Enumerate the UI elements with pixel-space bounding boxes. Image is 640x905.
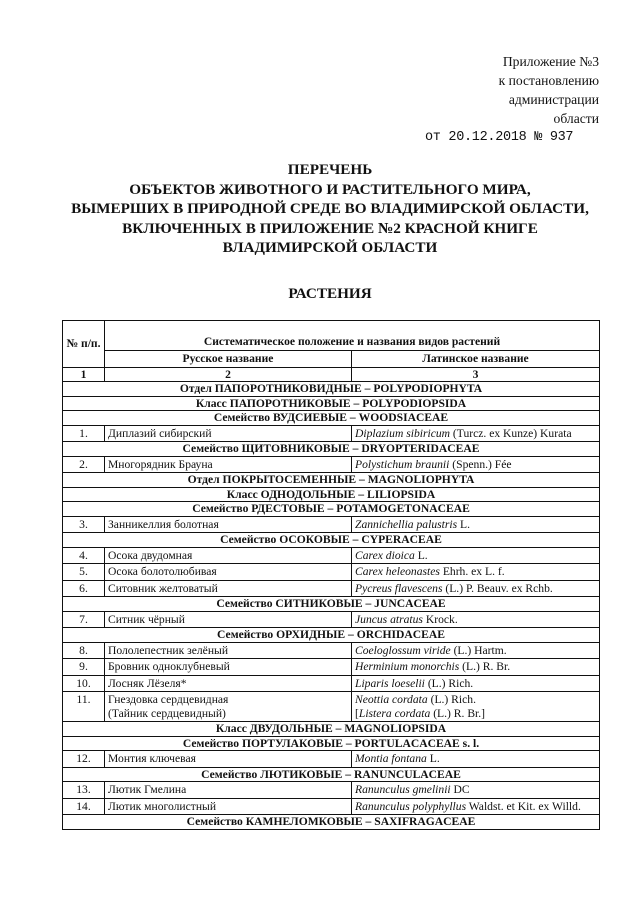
column-number: 2 xyxy=(105,367,352,382)
latin-author: Waldst. et Kit. ex Willd. xyxy=(468,799,581,813)
appendix-line: к постановлению xyxy=(498,73,599,88)
species-number: 1. xyxy=(63,425,105,442)
russian-synonym-line: (Тайник сердцевидный) xyxy=(108,706,226,720)
taxon-group-row xyxy=(63,411,600,426)
latin-name-line xyxy=(355,693,596,707)
taxon-group-row xyxy=(63,382,600,397)
species-row xyxy=(63,675,600,692)
taxon-group-label: Семейство ОРХИДНЫЕ – ORCHIDACEAE xyxy=(63,628,600,643)
column-header-russian: Русское название xyxy=(105,351,352,368)
taxon-group-label: Семейство ЛЮТИКОВЫЕ – RANUNCULACEAE xyxy=(63,767,600,782)
species-latin-name xyxy=(352,659,600,676)
species-russian-name: Многорядник Брауна xyxy=(105,456,352,473)
title-line: ВКЛЮЧЕННЫХ В ПРИЛОЖЕНИЕ №2 КРАСНОЙ КНИГЕ xyxy=(122,219,538,237)
taxon-group-row xyxy=(63,767,600,782)
species-russian-name: Ситник чёрный xyxy=(105,611,352,628)
taxon-group-label: Класс ПАПОРОТНИКОВЫЕ – POLYPODIOPSIDA xyxy=(63,396,600,411)
species-row xyxy=(63,798,600,815)
taxon-group-label: Семейство ПОРТУЛАКОВЫЕ – PORTULACACEAE s. l. xyxy=(63,736,600,751)
taxon-group-label: Семейство СИТНИКОВЫЕ – JUNCACEAE xyxy=(63,597,600,612)
taxon-group-label: Отдел ПОКРЫТОСЕМЕННЫЕ – MAGNOLIOPHYTA xyxy=(63,473,600,488)
species-latin-name xyxy=(352,798,600,815)
latin-author: Krock. xyxy=(425,612,458,626)
species-russian-name: Лютик Гмелина xyxy=(105,782,352,799)
latin-binomial: Carex heleonastes xyxy=(355,565,440,578)
latin-author: (Spenn.) Fée xyxy=(452,457,512,471)
species-latin-name xyxy=(352,751,600,768)
taxon-group-label: Семейство КАМНЕЛОМКОВЫЕ – SAXIFRAGACEAE xyxy=(63,815,600,830)
appendix-block xyxy=(499,52,599,128)
table-body xyxy=(63,382,600,830)
column-header-main: Систематическое положение и названия видов растений xyxy=(105,321,600,351)
species-row xyxy=(63,547,600,564)
taxon-group-row xyxy=(63,396,600,411)
species-russian-name: Ситовник желтоватый xyxy=(105,580,352,597)
species-number: 9. xyxy=(63,659,105,676)
species-number: 11. xyxy=(63,692,105,722)
latin-author: (L.) Rich. xyxy=(430,693,476,706)
latin-binomial: Zannichellia palustris xyxy=(355,517,458,531)
species-number: 5. xyxy=(63,564,105,581)
column-header-number: № п/п. xyxy=(63,321,105,368)
appendix-line: области xyxy=(553,111,599,126)
species-russian-name: Пололепестник зелёный xyxy=(105,642,352,659)
title-line: ВЫМЕРШИХ В ПРИРОДНОЙ СРЕДЕ ВО ВЛАДИМИРСКОЙ ОБЛАСТИ, xyxy=(71,200,589,217)
latin-binomial: Pycreus flavescens xyxy=(355,581,443,595)
taxon-group-row xyxy=(63,442,600,457)
taxon-group-row xyxy=(63,628,600,643)
latin-author: (L.) R. Br. xyxy=(462,660,511,673)
latin-binomial: Liparis loeselii xyxy=(355,676,425,690)
species-russian-name: Монтия ключевая xyxy=(105,751,352,768)
latin-binomial: Carex dioica xyxy=(355,548,415,562)
taxon-group-row xyxy=(63,487,600,502)
order-date-number: от 20.12.2018 № 937 xyxy=(425,130,574,145)
taxon-group-label: Отдел ПАПОРОТНИКОВИДНЫЕ – POLYPODIOPHYTA xyxy=(63,382,600,397)
species-latin-name xyxy=(352,675,600,692)
species-row xyxy=(63,751,600,768)
title-line: ПЕРЕЧЕНЬ xyxy=(287,161,373,178)
appendix-line: администрации xyxy=(508,92,599,107)
species-row xyxy=(63,642,600,659)
species-number: 7. xyxy=(63,611,105,628)
latin-binomial: Diplazium sibiricum xyxy=(355,426,451,440)
latin-author: L. xyxy=(417,548,428,562)
species-latin-name xyxy=(352,564,600,581)
taxon-group-label: Семейство ОСОКОВЫЕ – CYPERACEAE xyxy=(63,533,600,548)
species-row xyxy=(63,516,600,533)
taxon-group-label: Класс ДВУДОЛЬНЫЕ – MAGNOLIOPSIDA xyxy=(63,722,600,737)
species-row xyxy=(63,425,600,442)
species-row xyxy=(63,692,600,722)
latin-binomial: Polystichum braunii xyxy=(355,457,450,471)
species-latin-name xyxy=(352,580,600,597)
latin-author: Ehrh. ex L. f. xyxy=(442,565,505,578)
taxon-group-row xyxy=(63,815,600,830)
species-latin-name xyxy=(352,425,600,442)
species-russian-name: Лютик многолистный xyxy=(105,798,352,815)
latin-binomial: Ranunculus gmelinii xyxy=(355,783,451,796)
latin-binomial: Ranunculus polyphyllus xyxy=(355,799,467,813)
taxon-group-row xyxy=(63,736,600,751)
column-number: 1 xyxy=(63,367,105,382)
species-row xyxy=(63,580,600,597)
latin-synonym-line xyxy=(355,707,596,721)
column-header-latin: Латинское название xyxy=(352,351,600,368)
title-line: ОБЪЕКТОВ ЖИВОТНОГО И РАСТИТЕЛЬНОГО МИРА, xyxy=(129,180,531,198)
species-russian-name: Бровник одноклубневый xyxy=(105,659,352,676)
species-number: 2. xyxy=(63,456,105,473)
species-number: 13. xyxy=(63,782,105,799)
latin-author: L. xyxy=(460,517,470,531)
latin-binomial: Montia fontana xyxy=(355,752,427,765)
taxon-group-row xyxy=(63,502,600,517)
taxon-group-row xyxy=(63,533,600,548)
bracket-open: [ xyxy=(355,706,359,720)
species-russian-name xyxy=(105,692,352,722)
taxon-group-row xyxy=(63,722,600,737)
taxon-group-label: Семейство ЩИТОВНИКОВЫЕ – DRYOPTERIDACEAE xyxy=(63,442,600,457)
taxon-group-label: Семейство РДЕСТОВЫЕ – POTAMOGETONACEAE xyxy=(63,502,600,517)
appendix-line: Приложение №3 xyxy=(502,54,599,69)
latin-synonym-author: (L.) R. Br.] xyxy=(433,706,486,720)
latin-author: L. xyxy=(429,752,440,765)
species-number: 14. xyxy=(63,798,105,815)
species-russian-name: Осока болотолюбивая xyxy=(105,564,352,581)
latin-author: (L.) P. Beauv. ex Rchb. xyxy=(445,581,553,595)
species-latin-name xyxy=(352,782,600,799)
species-row xyxy=(63,782,600,799)
latin-author: (L.) Hartm. xyxy=(453,643,507,657)
species-latin-name xyxy=(352,547,600,564)
species-latin-name xyxy=(352,642,600,659)
latin-binomial: Neottia cordata xyxy=(355,693,428,706)
species-row xyxy=(63,456,600,473)
species-number: 12. xyxy=(63,751,105,768)
taxon-group-row xyxy=(63,473,600,488)
column-number: 3 xyxy=(352,367,600,382)
species-table xyxy=(62,320,600,830)
taxon-group-label: Семейство ВУДСИЕВЫЕ – WOODSIACEAE xyxy=(63,411,600,426)
species-number: 3. xyxy=(63,516,105,533)
species-latin-name xyxy=(352,456,600,473)
species-row xyxy=(63,564,600,581)
species-number: 10. xyxy=(63,675,105,692)
taxon-group-label: Класс ОДНОДОЛЬНЫЕ – LILIOPSIDA xyxy=(63,487,600,502)
species-russian-name: Лосняк Лёзеля* xyxy=(105,675,352,692)
species-number: 8. xyxy=(63,642,105,659)
species-latin-name xyxy=(352,516,600,533)
species-russian-name: Осока двудомная xyxy=(105,547,352,564)
document-title xyxy=(60,160,600,258)
latin-author: (Turcz. ex Kunze) Kurata xyxy=(452,426,572,440)
latin-binomial: Herminium monorchis xyxy=(355,660,460,673)
section-heading: РАСТЕНИЯ xyxy=(288,285,372,302)
species-number: 6. xyxy=(63,580,105,597)
russian-name-line: Гнездовка сердцевидная xyxy=(108,693,229,706)
title-line: ВЛАДИМИРСКОЙ ОБЛАСТИ xyxy=(222,239,438,256)
latin-synonym-binomial: Listera cordata xyxy=(358,706,431,720)
species-row xyxy=(63,659,600,676)
species-latin-name xyxy=(352,692,600,722)
taxon-group-row xyxy=(63,597,600,612)
latin-author: (L.) Rich. xyxy=(427,676,474,690)
latin-binomial: Coeloglossum viride xyxy=(355,643,451,657)
latin-binomial: Juncus atratus xyxy=(355,612,423,626)
species-latin-name xyxy=(352,611,600,628)
latin-author: DC xyxy=(453,783,470,796)
species-russian-name: Диплазий сибирский xyxy=(105,425,352,442)
species-row xyxy=(63,611,600,628)
species-russian-name: Занникеллия болотная xyxy=(105,516,352,533)
species-number: 4. xyxy=(63,547,105,564)
